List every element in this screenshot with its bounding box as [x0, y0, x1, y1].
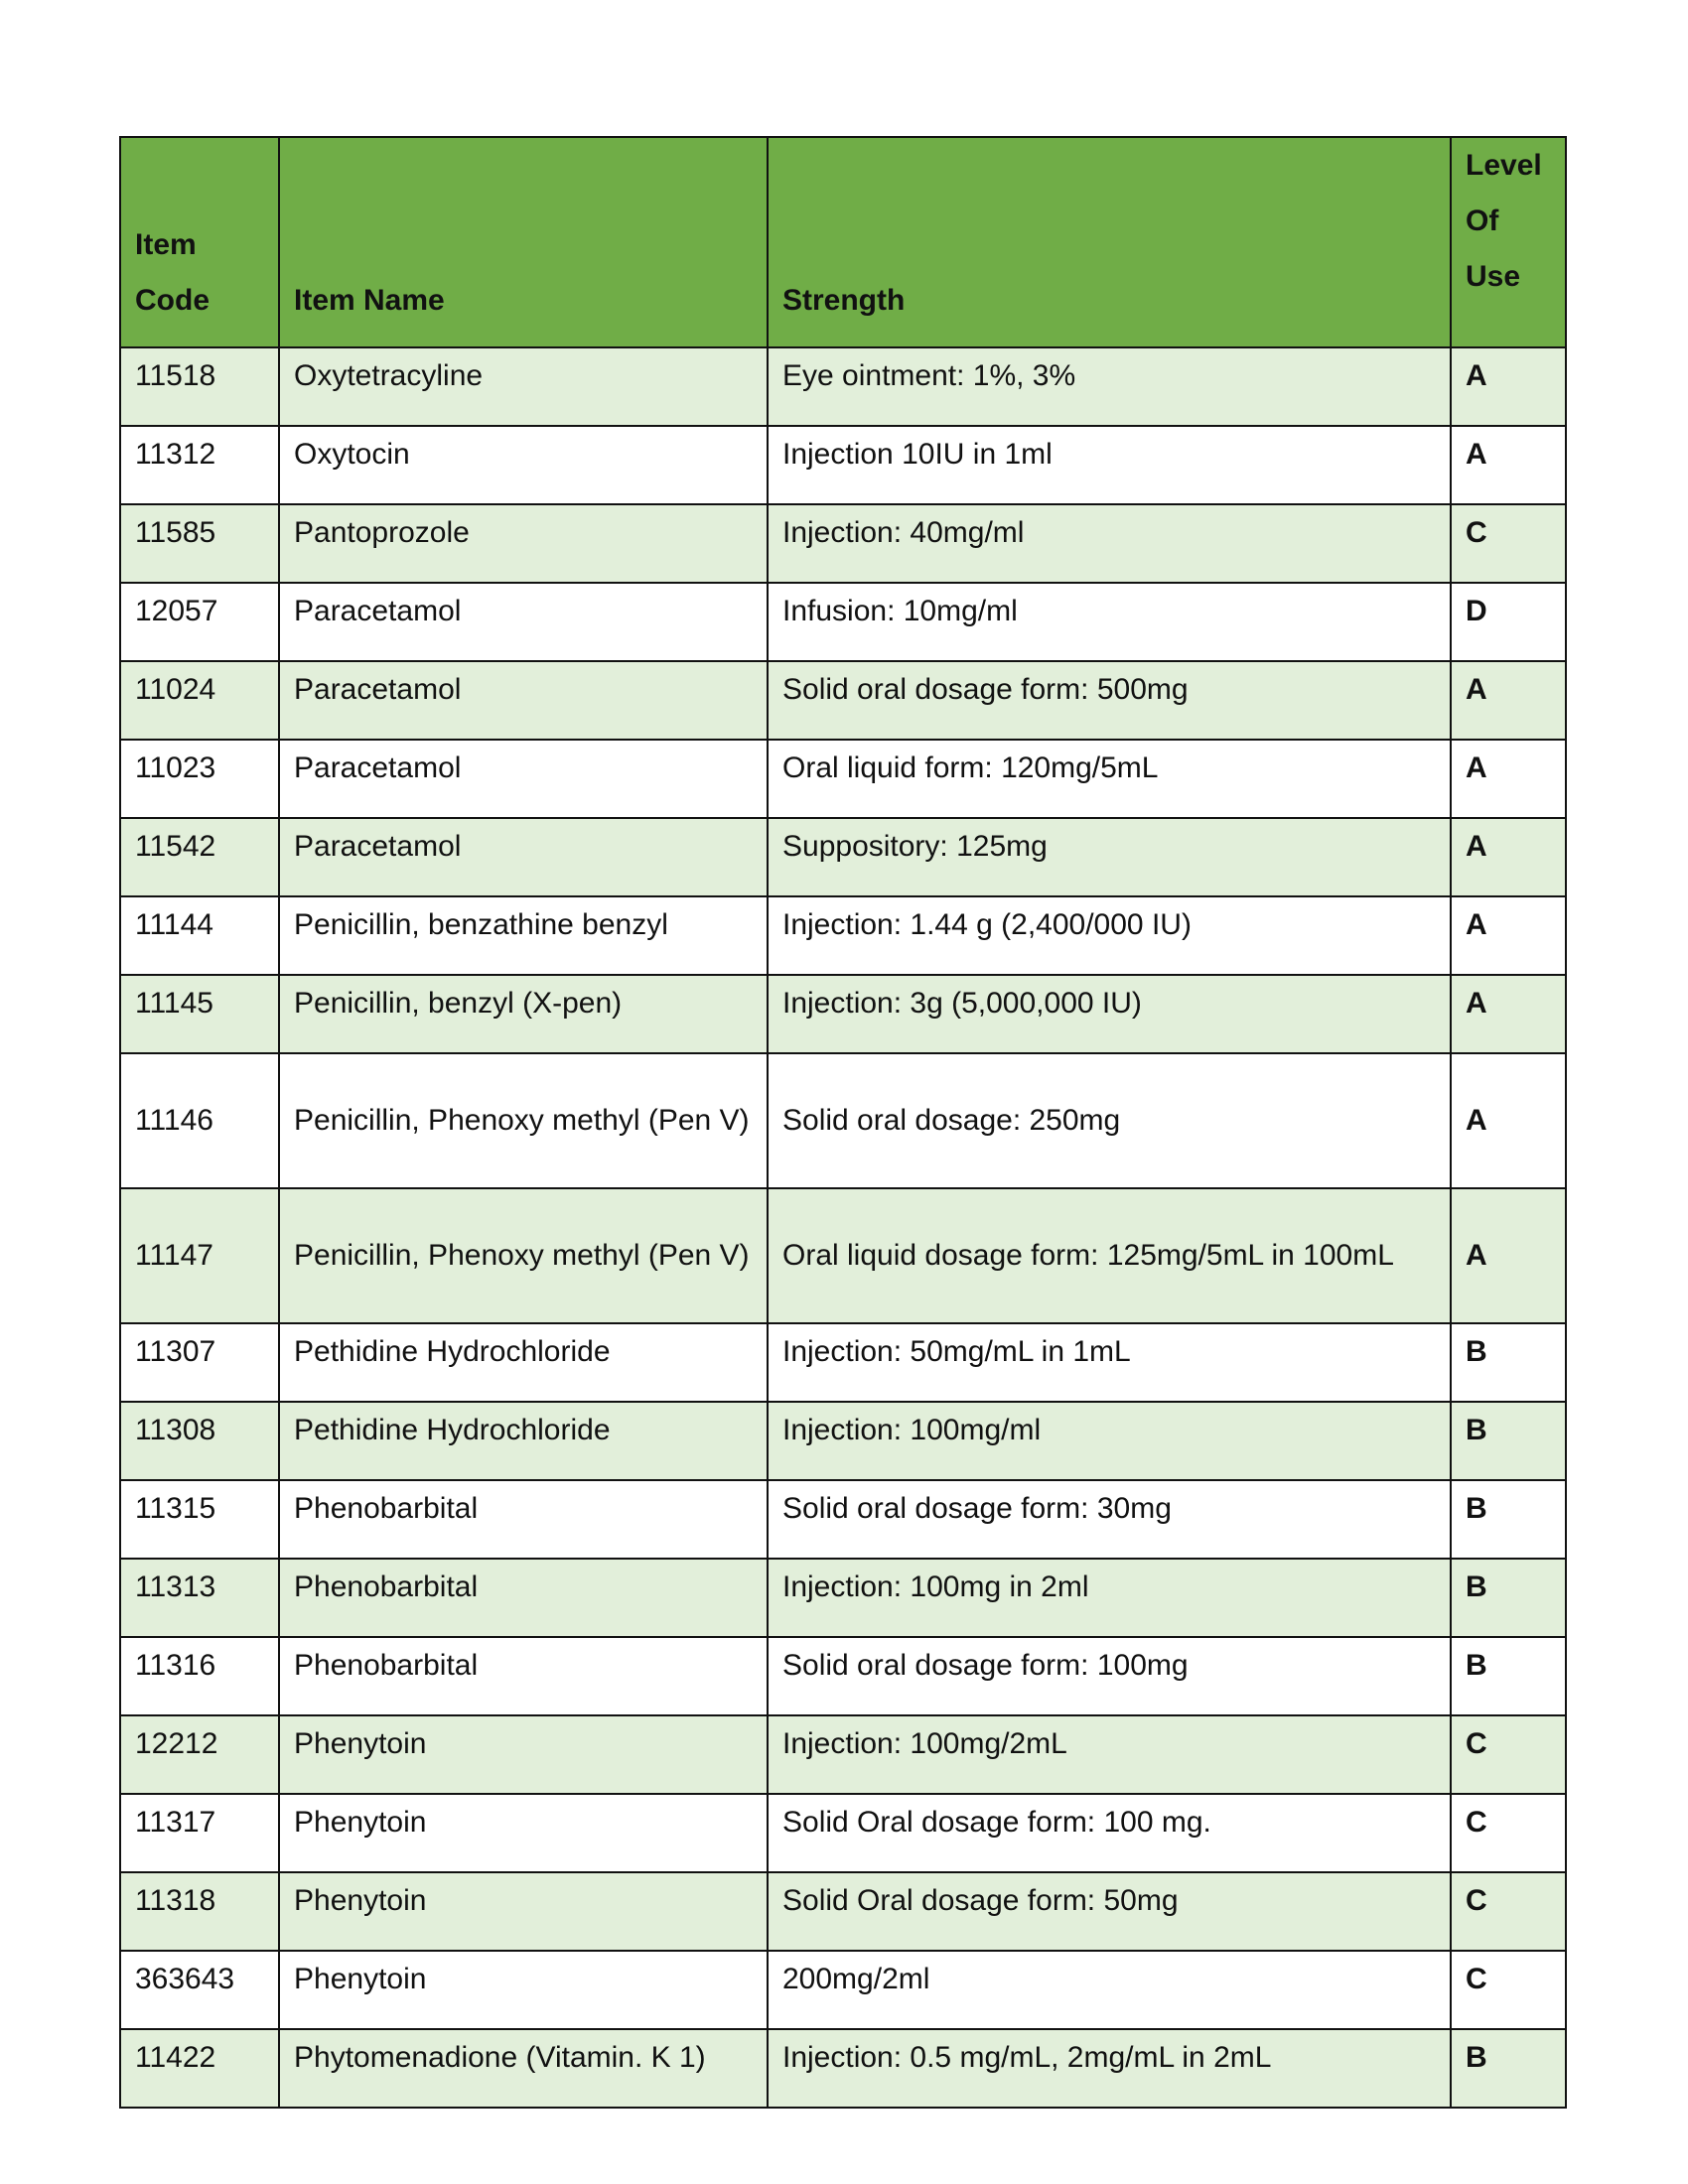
item-name-cell: Pethidine Hydrochloride [279, 1402, 768, 1480]
table-row [120, 1637, 1566, 1715]
item-code-cell: 11024 [120, 661, 279, 740]
item-code-cell: 11317 [120, 1794, 279, 1872]
table-row [120, 1715, 1566, 1794]
strength-cell: Injection: 100mg/ml [768, 1402, 1451, 1480]
level-of-use-cell: B [1451, 1480, 1566, 1559]
header-line: Item Name [294, 284, 445, 317]
level-of-use-cell: A [1451, 740, 1566, 818]
header-item-code [120, 137, 279, 347]
item-name-cell: Oxytetracyline [279, 347, 768, 426]
header-line: Level [1466, 149, 1542, 182]
header-line: Use [1466, 260, 1521, 293]
table-row [120, 2029, 1566, 2108]
item-name-cell: Oxytocin [279, 426, 768, 504]
header-line: Of [1466, 205, 1499, 237]
table-row [120, 818, 1566, 896]
table-body [120, 347, 1566, 2108]
item-name-cell: Paracetamol [279, 818, 768, 896]
strength-cell: Oral liquid form: 120mg/5mL [768, 740, 1451, 818]
item-code-cell: 11315 [120, 1480, 279, 1559]
item-name-cell: Paracetamol [279, 740, 768, 818]
item-code-cell: 11145 [120, 975, 279, 1053]
item-name-cell: Penicillin, Phenoxy methyl (Pen V) [279, 1188, 768, 1323]
item-name-cell: Phenobarbital [279, 1559, 768, 1637]
header-strength [768, 137, 1451, 347]
table-row [120, 1872, 1566, 1951]
table-row [120, 1188, 1566, 1323]
strength-cell: Injection: 100mg in 2ml [768, 1559, 1451, 1637]
item-name-cell: Penicillin, benzyl (X-pen) [279, 975, 768, 1053]
table-row [120, 1402, 1566, 1480]
table-row [120, 975, 1566, 1053]
level-of-use-cell: C [1451, 1715, 1566, 1794]
strength-cell: Oral liquid dosage form: 125mg/5mL in 100mL [768, 1188, 1451, 1323]
strength-cell: Suppository: 125mg [768, 818, 1451, 896]
item-code-cell: 11318 [120, 1872, 279, 1951]
item-name-cell: Pethidine Hydrochloride [279, 1323, 768, 1402]
item-code-cell: 12212 [120, 1715, 279, 1794]
item-name-cell: Phenobarbital [279, 1480, 768, 1559]
strength-cell: Solid oral dosage form: 500mg [768, 661, 1451, 740]
header-level-of-use [1451, 137, 1566, 347]
item-code-cell: 363643 [120, 1951, 279, 2029]
level-of-use-cell: C [1451, 1872, 1566, 1951]
header-line: Code [135, 284, 210, 317]
item-code-cell: 11144 [120, 896, 279, 975]
item-code-cell: 11308 [120, 1402, 279, 1480]
item-code-cell: 11518 [120, 347, 279, 426]
strength-cell: Infusion: 10mg/ml [768, 583, 1451, 661]
strength-cell: Solid oral dosage: 250mg [768, 1053, 1451, 1188]
level-of-use-cell: A [1451, 818, 1566, 896]
item-name-cell: Phenobarbital [279, 1637, 768, 1715]
level-of-use-cell: A [1451, 347, 1566, 426]
strength-cell: Solid oral dosage form: 30mg [768, 1480, 1451, 1559]
strength-cell: Injection: 40mg/ml [768, 504, 1451, 583]
item-code-cell: 11585 [120, 504, 279, 583]
item-name-cell: Paracetamol [279, 583, 768, 661]
strength-cell: Solid Oral dosage form: 100 mg. [768, 1794, 1451, 1872]
item-code-cell: 11147 [120, 1188, 279, 1323]
item-code-cell: 11422 [120, 2029, 279, 2108]
level-of-use-cell: C [1451, 1794, 1566, 1872]
item-code-cell: 11316 [120, 1637, 279, 1715]
item-name-cell: Penicillin, Phenoxy methyl (Pen V) [279, 1053, 768, 1188]
level-of-use-cell: B [1451, 1402, 1566, 1480]
level-of-use-cell: C [1451, 1951, 1566, 2029]
strength-cell: Injection: 1.44 g (2,400/000 IU) [768, 896, 1451, 975]
table-row [120, 583, 1566, 661]
level-of-use-cell: B [1451, 2029, 1566, 2108]
item-name-cell: Paracetamol [279, 661, 768, 740]
strength-cell: Eye ointment: 1%, 3% [768, 347, 1451, 426]
table-row [120, 1559, 1566, 1637]
table-row [120, 740, 1566, 818]
strength-cell: Solid Oral dosage form: 50mg [768, 1872, 1451, 1951]
strength-cell: 200mg/2ml [768, 1951, 1451, 2029]
table-row [120, 426, 1566, 504]
item-code-cell: 11313 [120, 1559, 279, 1637]
table-row [120, 1480, 1566, 1559]
item-name-cell: Phenytoin [279, 1794, 768, 1872]
level-of-use-cell: A [1451, 896, 1566, 975]
level-of-use-cell: B [1451, 1559, 1566, 1637]
level-of-use-cell: A [1451, 975, 1566, 1053]
strength-cell: Injection: 50mg/mL in 1mL [768, 1323, 1451, 1402]
level-of-use-cell: C [1451, 504, 1566, 583]
table-row [120, 347, 1566, 426]
item-name-cell: Phytomenadione (Vitamin. K 1) [279, 2029, 768, 2108]
strength-cell: Solid oral dosage form: 100mg [768, 1637, 1451, 1715]
item-name-cell: Phenytoin [279, 1951, 768, 2029]
header-line: Strength [782, 284, 906, 317]
strength-cell: Injection: 100mg/2mL [768, 1715, 1451, 1794]
level-of-use-cell: A [1451, 426, 1566, 504]
item-name-cell: Phenytoin [279, 1715, 768, 1794]
item-code-cell: 12057 [120, 583, 279, 661]
header-item-name [279, 137, 768, 347]
strength-cell: Injection: 0.5 mg/mL, 2mg/mL in 2mL [768, 2029, 1451, 2108]
item-code-cell: 11307 [120, 1323, 279, 1402]
table-row [120, 1053, 1566, 1188]
table-row [120, 504, 1566, 583]
table-row [120, 896, 1566, 975]
item-code-cell: 11312 [120, 426, 279, 504]
item-code-cell: 11023 [120, 740, 279, 818]
header-line: Item [135, 228, 197, 261]
item-name-cell: Phenytoin [279, 1872, 768, 1951]
table-row [120, 661, 1566, 740]
strength-cell: Injection: 3g (5,000,000 IU) [768, 975, 1451, 1053]
level-of-use-cell: D [1451, 583, 1566, 661]
level-of-use-cell: B [1451, 1323, 1566, 1402]
item-code-cell: 11146 [120, 1053, 279, 1188]
strength-cell: Injection 10IU in 1ml [768, 426, 1451, 504]
level-of-use-cell: A [1451, 1053, 1566, 1188]
table-row [120, 1951, 1566, 2029]
table-row [120, 1323, 1566, 1402]
item-code-cell: 11542 [120, 818, 279, 896]
level-of-use-cell: B [1451, 1637, 1566, 1715]
level-of-use-cell: A [1451, 661, 1566, 740]
level-of-use-cell: A [1451, 1188, 1566, 1323]
table-row [120, 1794, 1566, 1872]
table-header-row [120, 137, 1566, 347]
item-name-cell: Penicillin, benzathine benzyl [279, 896, 768, 975]
medicines-table [119, 136, 1567, 2109]
item-name-cell: Pantoprozole [279, 504, 768, 583]
